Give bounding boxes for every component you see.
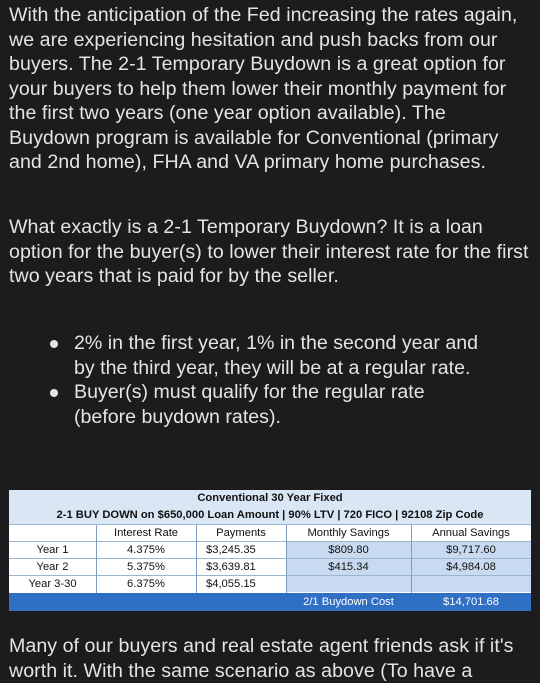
payment-cell: $3,245.35 (206, 544, 256, 556)
row-label: Year 3-30 (28, 578, 77, 590)
monthly-savings-cell: $809.80 (286, 542, 411, 558)
table-divider (196, 525, 197, 593)
monthly-savings-cell: $415.34 (286, 559, 411, 575)
annual-savings-cell (411, 576, 531, 592)
bullet-icon (50, 340, 58, 348)
payment-cell: $4,055.15 (206, 578, 256, 590)
table-divider (411, 525, 412, 593)
table-row (9, 542, 531, 558)
table-subtitle: 2-1 BUY DOWN on $650,000 Loan Amount | 90% LTV | 720 FICO | 92108 Zip Code (9, 507, 531, 525)
header-interest-rate: Interest Rate (113, 527, 179, 539)
table-divider (9, 558, 531, 559)
bullet-text: 2% in the first year, 1% in the second year and by the third year, they will be at a regular rate. (74, 332, 479, 379)
header-annual-savings: Annual Savings (432, 527, 510, 539)
interest-rate-cell: 5.375% (127, 561, 165, 573)
buydown-table-image (9, 490, 531, 611)
definition-paragraph: What exactly is a 2-1 Temporary Buydown? It is a loan option for the buyer(s) to lower their interest rate for the first two years that is paid for by the seller. (9, 216, 529, 287)
table-divider (9, 541, 531, 542)
row-label: Year 2 (36, 561, 69, 573)
interest-rate-cell: 4.375% (127, 544, 165, 556)
annual-savings-cell: $9,717.60 (411, 542, 531, 558)
table-divider (286, 525, 287, 593)
table-footer (9, 593, 531, 611)
buydown-cost-value: $14,701.68 (443, 596, 499, 608)
bullet-icon (50, 389, 58, 397)
table-divider (96, 525, 97, 593)
bullet-list (0, 331, 540, 429)
row-label: Year 1 (36, 544, 69, 556)
list-item (0, 331, 540, 380)
intro-paragraph: With the anticipation of the Fed increasing the rates again, we are experiencing hesitation and push backs from our buyers. The 2-1 Temporary Buydown is a great option for your buyers to help them lower their monthly payment for the first two years (one year option available). The Buydown program is available for Conventional (primary and 2nd home), FHA and VA primary home purchases. (9, 4, 518, 173)
table-header-row (9, 525, 531, 541)
header-monthly-savings: Monthly Savings (307, 527, 390, 539)
header-cell (9, 525, 96, 541)
payment-cell: $3,639.81 (206, 561, 256, 573)
closing-paragraph: Many of our buyers and real estate agent friends ask if it's worth it. With the same scenario as above (To have a (9, 635, 514, 682)
table-title: Conventional 30 Year Fixed (9, 490, 531, 507)
table-divider (9, 575, 531, 576)
list-item (0, 380, 540, 429)
buydown-cost-label: 2/1 Buydown Cost (303, 596, 394, 608)
monthly-savings-cell (286, 576, 411, 592)
header-payments: Payments (216, 527, 266, 539)
table-row (9, 559, 531, 575)
bullet-text: Buyer(s) must qualify for the regular rate (before buydown rates). (74, 381, 425, 428)
annual-savings-cell: $4,984.08 (411, 559, 531, 575)
table-row (9, 576, 531, 592)
interest-rate-cell: 6.375% (127, 578, 165, 590)
